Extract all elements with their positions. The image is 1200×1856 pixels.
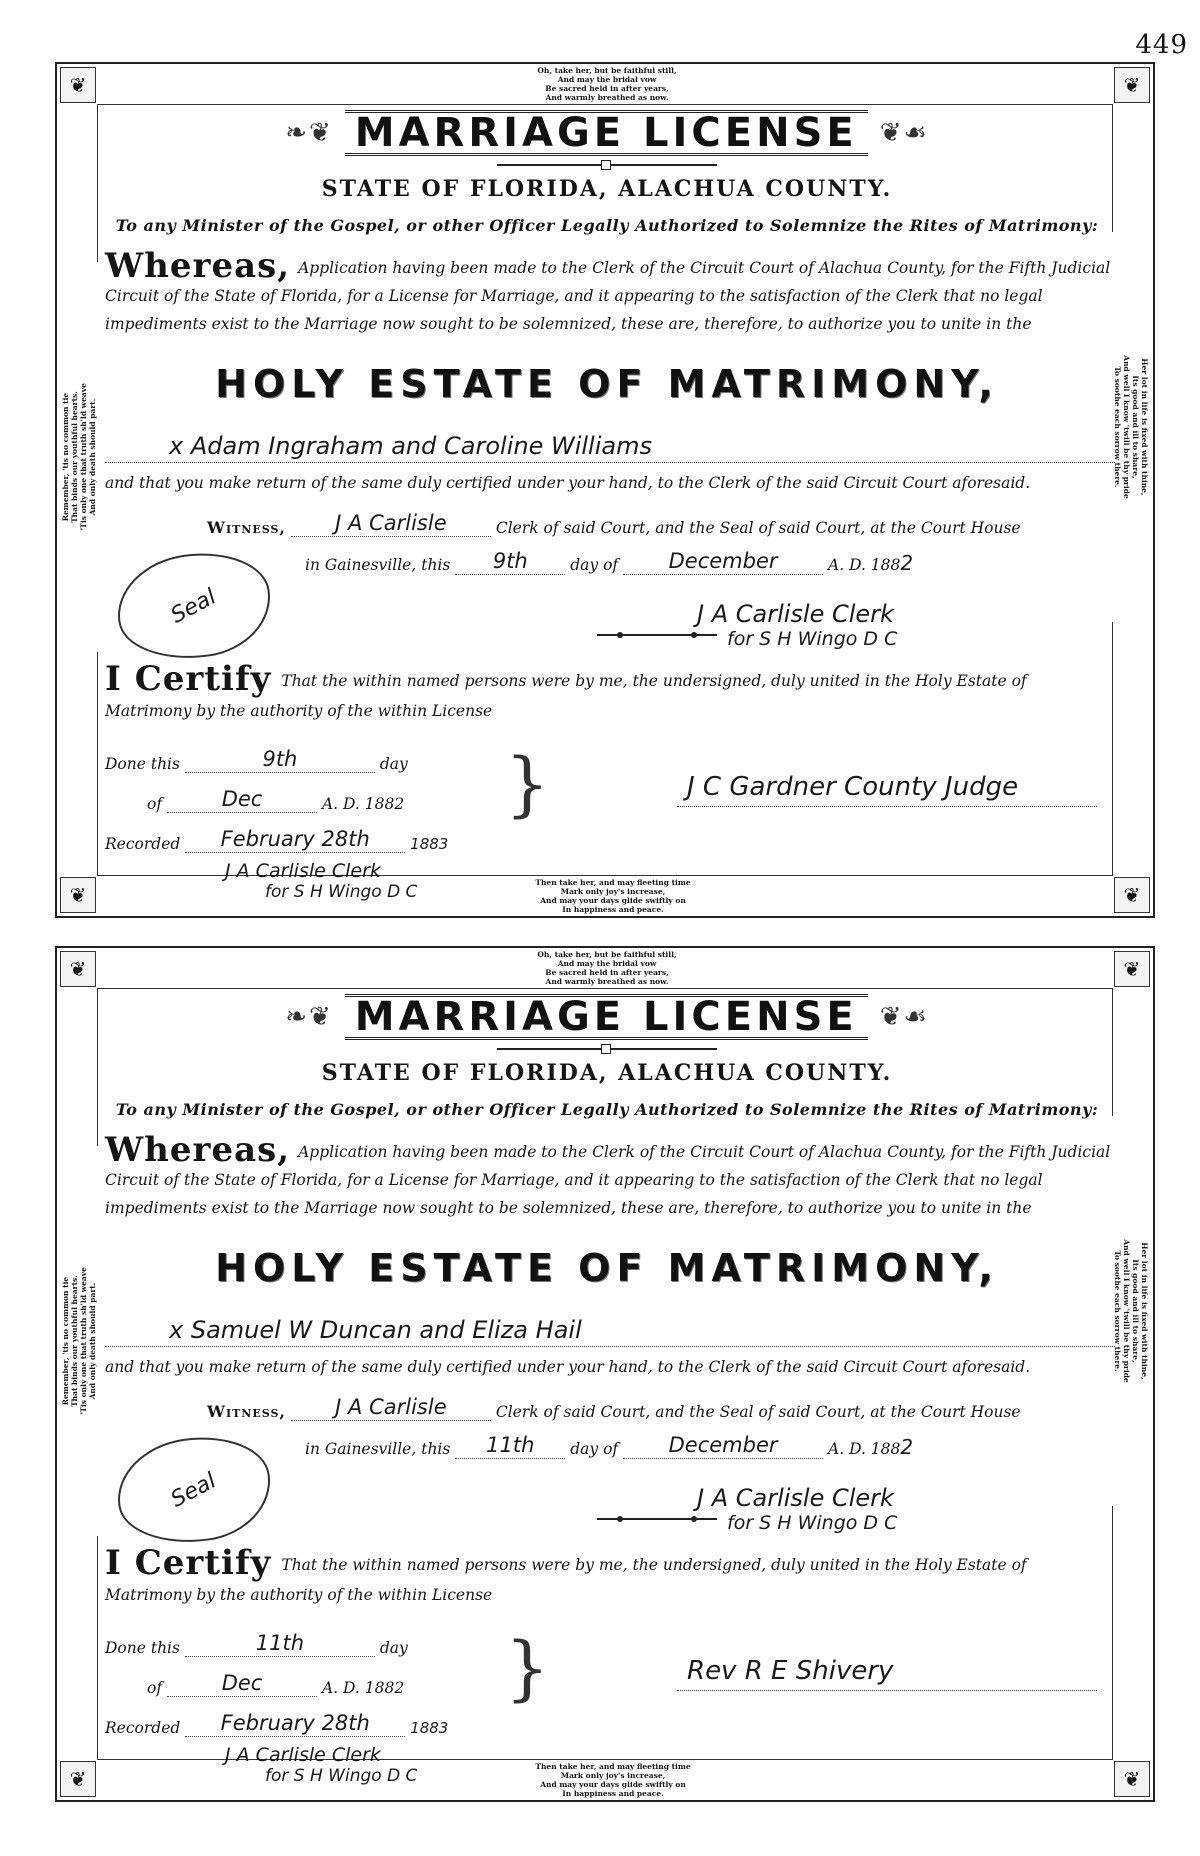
state-county: STATE OF FLORIDA, ALACHUA COUNTY. (321, 176, 893, 202)
clerk-signature: J A Carlisle Clerk for S H Wingo D C (697, 600, 898, 650)
of-row (147, 786, 507, 816)
recorded-label: Recorded (105, 1719, 181, 1737)
witness-text: Clerk of said Court, and the Seal of said Court, at the Court House (495, 1403, 1021, 1421)
state-county: STATE OF FLORIDA, ALACHUA COUNTY. (321, 1060, 893, 1086)
recorded-row (105, 826, 505, 856)
verse-right: Her lot in life is fixed with thine, Its good and ill to share, And well I know 'twill be thy pride To soothe each sorrow there. (1103, 232, 1149, 622)
holy-estate-heading: HOLY ESTATE OF MATRIMONY, (215, 1246, 999, 1290)
recorded-row (105, 1710, 505, 1740)
whereas-text: Application having been made to the Clerk of the Circuit Court of Alachua County, for the Fifth Judicial Circuit of the State of Florida, for a License for Marriage, and it appearing to the satisfaction of the Clerk that no legal impediments exist to the Marriage now sought to be solemnized, these are, therefore, to authorize you to unite in the (105, 259, 1111, 333)
year-value: 2 (900, 551, 914, 575)
verse-bottom: Then take her, and may fleeting time Mark only joy's increase, And may your days glide swiftly on In happiness and peace. (503, 878, 723, 914)
holy-estate-heading: HOLY ESTATE OF MATRIMONY, (215, 362, 999, 406)
title-rule (497, 164, 717, 166)
address-line: To any Minister of the Gospel, or other Officer Legally Authorized to Solemnize the Rites of Matrimony: (115, 216, 1099, 235)
whereas-paragraph (105, 1130, 1115, 1222)
date-row (305, 548, 1115, 578)
title-row (147, 110, 1067, 156)
marriage-license (55, 946, 1155, 1802)
year-value: 2 (900, 1435, 914, 1459)
certify-paragraph (105, 659, 1115, 726)
officiant-signature: Rev R E Shivery (677, 1656, 1097, 1691)
marriage-license (55, 62, 1155, 918)
in-gainesville-label: in Gainesville, this (305, 556, 451, 574)
day-field: 9th (455, 548, 565, 575)
license-title: MARRIAGE LICENSE (345, 994, 868, 1040)
flourish-icon: ❧❦ (285, 1002, 333, 1032)
brace-icon: } (505, 1627, 550, 1709)
recorded-label: Recorded (105, 835, 181, 853)
of-row (147, 1670, 507, 1700)
of-label: of (147, 1679, 163, 1697)
ad-label: A. D. 188 (828, 556, 901, 574)
date-row (305, 1432, 1115, 1462)
license-title: MARRIAGE LICENSE (345, 110, 868, 156)
recorded-field: February 28th (185, 826, 405, 853)
witness-row (207, 1394, 1115, 1424)
verse-bottom: Then take her, and may fleeting time Mark only joy's increase, And may your days glide swiftly on In happiness and peace. (503, 1762, 723, 1798)
clerk-signature: J A Carlisle Clerk for S H Wingo D C (697, 1484, 898, 1534)
verse-top: Oh, take her, but be faithful still, And may the bridal vow Be sacred held in after years, And warmly breathed as now. (497, 950, 717, 986)
day-of-label: day of (570, 1440, 619, 1458)
done-day-field: 9th (185, 746, 375, 773)
month-field: December (623, 1432, 823, 1459)
certify-word: I Certify (105, 1543, 272, 1583)
corner-ornament-icon: ❦ (60, 67, 96, 103)
divider-ornament (597, 634, 717, 636)
day-label: day (379, 755, 408, 773)
names-line (105, 1316, 1115, 1347)
seal-text: Seal (167, 583, 221, 629)
certify-paragraph (105, 1543, 1115, 1610)
corner-ornament-icon: ❦ (60, 1761, 96, 1797)
verse-left: Remember, 'tis no common tie That binds our youthful hearts. 'Tis only one that truth sh'ld weave And only death should part. (61, 262, 107, 652)
verse-left: Remember, 'tis no common tie That binds our youthful hearts. 'Tis only one that truth sh'ld weave And only death should part. (61, 1146, 107, 1536)
day-field: 11th (455, 1432, 565, 1459)
corner-ornament-icon: ❦ (1114, 67, 1150, 103)
day-of-label: day of (570, 556, 619, 574)
done-day-field: 11th (185, 1630, 375, 1657)
flourish-icon: ❧❦ (285, 118, 333, 148)
title-row (147, 994, 1067, 1040)
day-label: day (379, 1639, 408, 1657)
recording-clerk-signature: J A Carlisle Clerk for S H Wingo D C (225, 860, 418, 902)
whereas-paragraph (105, 246, 1115, 338)
seal-text: Seal (167, 1467, 221, 1513)
whereas-word: Whereas, (105, 1130, 291, 1170)
witness-signature-field: J A Carlisle (291, 1394, 491, 1421)
recorded-field: February 28th (185, 1710, 405, 1737)
of-label: of (147, 795, 163, 813)
certify-word: I Certify (105, 659, 272, 699)
done-this-label: Done this (105, 755, 180, 773)
names-line (105, 432, 1115, 463)
couple-names: x Adam Ingraham and Caroline Williams (169, 432, 652, 460)
corner-ornament-icon: ❦ (1114, 877, 1150, 913)
witness-signature-field: J A Carlisle (291, 510, 491, 537)
page-number: 449 (1135, 30, 1188, 60)
in-gainesville-label: in Gainesville, this (305, 1440, 451, 1458)
verse-top: Oh, take her, but be faithful still, And may the bridal vow Be sacred held in after years, And warmly breathed as now. (497, 66, 717, 102)
address-line: To any Minister of the Gospel, or other Officer Legally Authorized to Solemnize the Rites of Matrimony: (115, 1100, 1099, 1119)
done-row (105, 1630, 505, 1660)
whereas-word: Whereas, (105, 246, 291, 286)
done-this-label: Done this (105, 1639, 180, 1657)
couple-names: x Samuel W Duncan and Eliza Hail (169, 1316, 582, 1344)
witness-label: Witness, (207, 518, 286, 537)
flourish-icon: ❦☙ (879, 118, 929, 148)
done-ad: A. D. 1882 (321, 795, 405, 813)
recorded-year: 1883 (410, 835, 449, 853)
return-text: and that you make return of the same duly certified under your hand, to the Clerk of the said Circuit Court aforesaid. (105, 474, 1031, 492)
return-text: and that you make return of the same duly certified under your hand, to the Clerk of the said Circuit Court aforesaid. (105, 1358, 1031, 1376)
ad-label: A. D. 188 (828, 1440, 901, 1458)
month-field: December (623, 548, 823, 575)
recorded-year: 1883 (410, 1719, 449, 1737)
certify-text: That the within named persons were by me, the undersigned, duly united in the Holy Estate of Matrimony by the authority of the within License (105, 1556, 1027, 1604)
done-ad: A. D. 1882 (321, 1679, 405, 1697)
witness-row (207, 510, 1115, 540)
witness-label: Witness, (207, 1402, 286, 1421)
done-row (105, 746, 505, 776)
brace-icon: } (505, 743, 550, 825)
flourish-icon: ❦☙ (879, 1002, 929, 1032)
corner-ornament-icon: ❦ (1114, 951, 1150, 987)
title-rule (497, 1048, 717, 1050)
done-month-field: Dec (167, 786, 317, 813)
recording-clerk-signature: J A Carlisle Clerk for S H Wingo D C (225, 1744, 418, 1786)
divider-ornament (597, 1518, 717, 1520)
corner-ornament-icon: ❦ (60, 951, 96, 987)
officiant-signature: J C Gardner County Judge (677, 772, 1097, 807)
whereas-text: Application having been made to the Clerk of the Circuit Court of Alachua County, for the Fifth Judicial Circuit of the State of Florida, for a License for Marriage, and it appearing to the satisfaction of the Clerk that no legal impediments exist to the Marriage now sought to be solemnized, these are, therefore, to authorize you to unite in the (105, 1143, 1111, 1217)
certify-text: That the within named persons were by me, the undersigned, duly united in the Holy Estate of Matrimony by the authority of the within License (105, 672, 1027, 720)
verse-right: Her lot in life is fixed with thine, Its good and ill to share, And well I know 'twill be thy pride To soothe each sorrow there. (1103, 1116, 1149, 1506)
done-month-field: Dec (167, 1670, 317, 1697)
witness-text: Clerk of said Court, and the Seal of said Court, at the Court House (495, 519, 1021, 537)
corner-ornament-icon: ❦ (60, 877, 96, 913)
corner-ornament-icon: ❦ (1114, 1761, 1150, 1797)
